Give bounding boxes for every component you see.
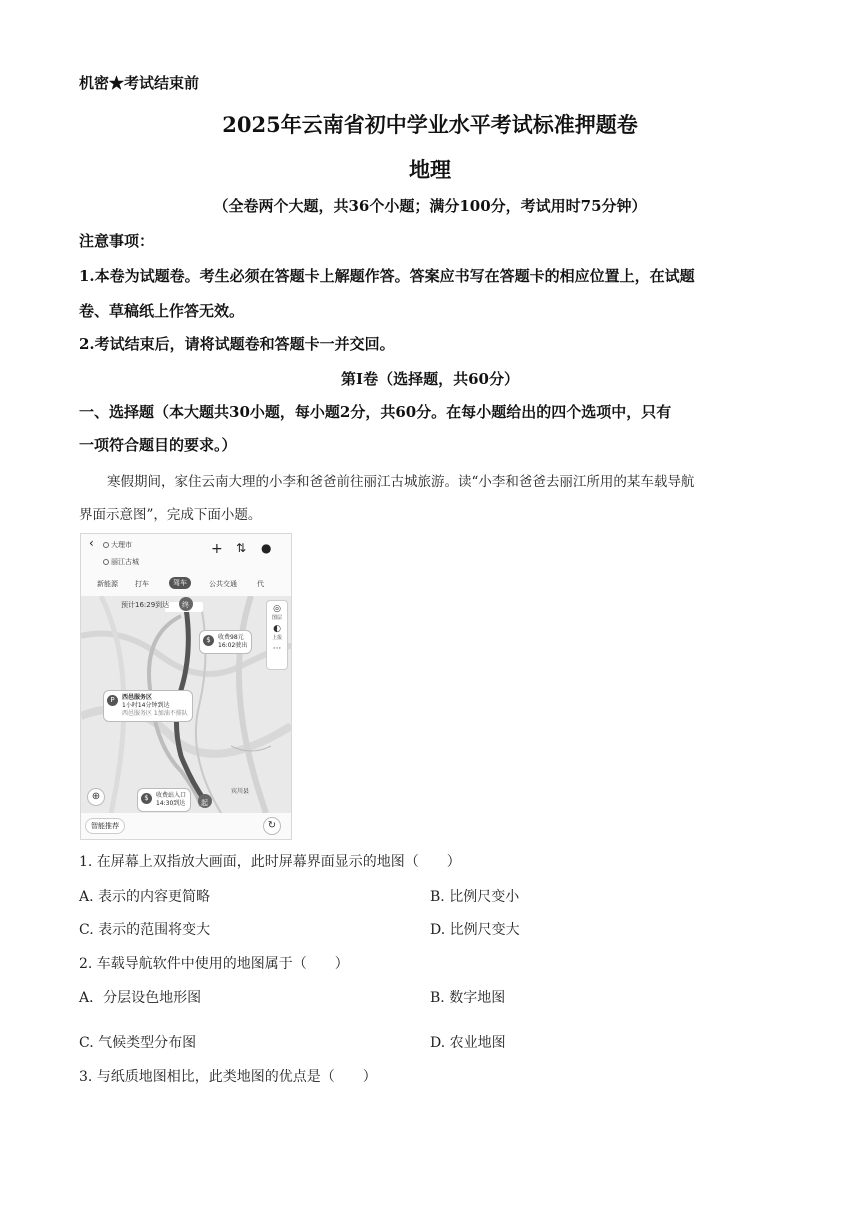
service-area-eta: 1小时14分钟到达 [122, 702, 170, 709]
tab-new-energy: 新能源 [97, 580, 118, 588]
origin-dot-icon [103, 542, 109, 548]
exam-secret-label: 机密★考试结束前 [79, 74, 200, 92]
service-area-chip [103, 690, 193, 722]
locate-icon: ⊕ [87, 788, 105, 806]
add-stop-icon: + [211, 541, 223, 557]
note-item-2: 2.考试结束后，请将试题卷和答题卡一并交回。 [79, 335, 395, 353]
report-label: 上报 [271, 635, 282, 641]
swap-route-icon: ⇅ [236, 541, 247, 555]
start-marker: 起 [201, 799, 208, 807]
end-marker: 终 [182, 601, 189, 609]
map-bottom-bar [81, 813, 291, 839]
question-2-stem: 2. 车载导航软件中使用的地图属于（ ） [79, 956, 349, 972]
toll-time: 16:02驶出 [218, 642, 248, 649]
toll-label: 收费98元 [218, 634, 244, 641]
q1-option-c: C. 表示的范围将变大 [79, 922, 211, 938]
layers-label: 图层 [271, 615, 282, 621]
intro-text: 寒假期间，家住云南大理的小李和爸爸前往丽江古城旅游。读“小李和爸爸去丽江所用的某车载导航 [107, 474, 695, 490]
toll-pin-icon: $ [203, 635, 214, 646]
navigation-map-figure [80, 533, 292, 840]
tab-drive: 驾车 [169, 577, 191, 589]
eta-top-label: 预计16:29到达 [121, 601, 170, 609]
voice-icon: ● [261, 541, 272, 555]
part1-title: 第Ⅰ卷（选择题，共60分） [341, 370, 519, 388]
question-3-stem: 3. 与纸质地图相比，此类地图的优点是（ ） [79, 1069, 377, 1085]
q2-option-d: D. 农业地图 [430, 1035, 506, 1051]
report-icon: ◐ [273, 624, 281, 634]
map-side-panel [266, 600, 288, 670]
section-heading-cont: 一项符合题目的要求。） [79, 436, 237, 454]
origin-label: 大理市 [111, 541, 132, 549]
service-area-note: 西邑服务区 1加油不排队 [122, 710, 188, 717]
q2-option-c: C. 气候类型分布图 [79, 1035, 197, 1051]
entry-time: 14:30到达 [156, 800, 186, 807]
county-label: 宾川县 [231, 788, 250, 795]
service-area-name: 西邑服务区 [122, 694, 153, 701]
subject-title: 地理 [409, 157, 451, 182]
map-search-panel [81, 534, 291, 596]
destination-label: 丽江古城 [111, 558, 139, 566]
section-heading: 一、选择题（本大题共30小题，每小题2分，共60分。在每小题给出的四个选项中，只有 [79, 403, 672, 421]
exam-scope: （全卷两个大题，共36个小题；满分100分，考试用时75分钟） [213, 197, 647, 215]
entry-pin-icon: $ [141, 793, 152, 804]
exam-title: 2025年云南省初中学业水平考试标准押题卷 [222, 112, 638, 137]
q1-option-b: B. 比例尺变小 [430, 889, 520, 905]
q2-option-a: A．分层设色地形图 [79, 990, 202, 1006]
q1-option-a: A. 表示的内容更简略 [79, 889, 211, 905]
refresh-icon: ↻ [263, 817, 281, 835]
layers-icon: ◎ [273, 604, 281, 614]
entry-chip [137, 788, 191, 812]
intro-text-cont: 界面示意图”，完成下面小题。 [79, 507, 262, 523]
destination-dot-icon [103, 559, 109, 565]
q1-option-d: D. 比例尺变大 [430, 922, 520, 938]
entry-label: 收费站入口 [156, 792, 187, 799]
tab-more: 代 [257, 580, 264, 588]
smart-recommend: 智能推荐 [85, 818, 125, 834]
note-item-1: 1.本卷为试题卷。考生必须在答题卡上解题作答。答案应书写在答题卡的相应位置上，在试题 [79, 267, 695, 285]
tab-taxi: 打车 [135, 580, 149, 588]
tab-public-transport: 公共交通 [209, 580, 237, 588]
more-icon: ··· [272, 644, 282, 654]
notes-heading: 注意事项： [79, 232, 155, 250]
toll-chip [199, 630, 252, 654]
note-item-1-cont: 卷、草稿纸上作答无效。 [79, 302, 245, 320]
q2-option-b: B. 数字地图 [430, 990, 506, 1006]
question-1-stem: 1. 在屏幕上双指放大画面，此时屏幕界面显示的地图（ ） [79, 854, 461, 870]
back-arrow-icon: ‹ [89, 536, 94, 550]
service-pin-icon: P [107, 695, 118, 706]
